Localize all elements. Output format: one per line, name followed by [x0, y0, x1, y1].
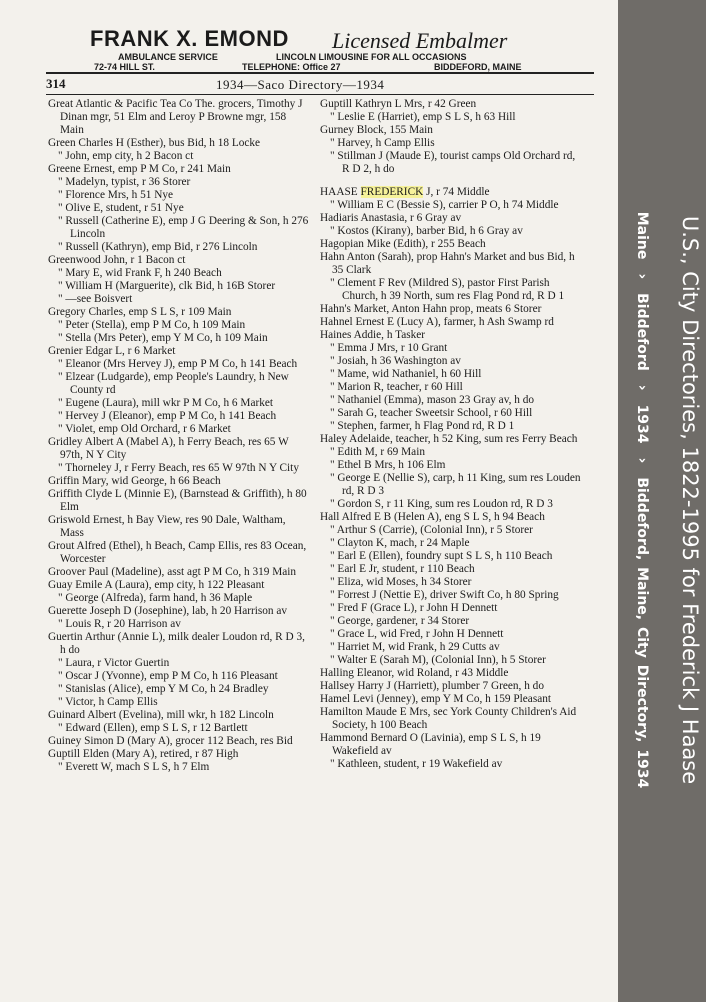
directory-entry: " Stephen, farmer, h Flag Pond rd, R D 1	[330, 420, 515, 432]
directory-entry: " Forrest J (Nettie E), driver Swift Co, h 80 Spring	[330, 589, 559, 601]
directory-entry: Greenwood John, r 1 Bacon ct	[48, 254, 186, 266]
directory-entry: Hamilton Maude E Mrs, sec York County Children's Aid Society, h 100 Beach	[320, 706, 577, 731]
directory-entry: " Stillman J (Maude E), tourist camps Old Orchard rd, R D 2, h do	[330, 150, 576, 175]
directory-entry: " Gordon S, r 11 King, sum res Loudon rd, R D 3	[330, 498, 553, 510]
directory-entry: " Louis R, r 20 Harrison av	[58, 618, 181, 630]
directory-entry: Guinard Albert (Evelina), mill wkr, h 182 Lincoln	[48, 709, 274, 721]
directory-entry: " Oscar J (Yvonne), emp P M Co, h 116 Pleasant	[58, 670, 278, 682]
directory-entry: " Earl E (Ellen), foundry supt S L S, h 110 Beach	[330, 550, 553, 562]
directory-entry: " Russell (Kathryn), emp Bid, r 276 Lincoln	[58, 241, 258, 253]
directory-entry: " —see Boisvert	[58, 293, 133, 305]
ad-limousine: LINCOLN LIMOUSINE FOR ALL OCCASIONS	[276, 52, 467, 62]
page-number: 314	[46, 76, 66, 91]
directory-entry: " William H (Marguerite), clk Bid, h 16B Storer	[58, 280, 276, 292]
directory-entry: Hammond Bernard O (Lavinia), emp S L S, h 19 Wakefield av	[320, 732, 541, 757]
directory-entry: " Eliza, wid Moses, h 34 Storer	[330, 576, 472, 588]
directory-entry: " Olive E, student, r 51 Nye	[58, 202, 184, 214]
directory-entry: " Grace L, wid Fred, r John H Dennett	[330, 628, 504, 640]
ad-city: BIDDEFORD, MAINE	[434, 62, 522, 72]
directory-entry: Hahn's Market, Anton Hahn prop, meats 6 Storer	[320, 303, 542, 315]
directory-entry: " Hervey J (Eleanor), emp P M Co, h 141 Beach	[58, 410, 277, 422]
directory-entry: Haines Addie, h Tasker	[320, 329, 426, 341]
breadcrumb	[634, 212, 650, 789]
directory-entry: Hamel Levi (Jenney), emp Y M Co, h 159 Pleasant	[320, 693, 552, 705]
directory-entry: Griffith Clyde L (Minnie E), (Barnstead & Griffith), h 80 Elm	[48, 488, 307, 513]
directory-entry: " Mame, wid Nathaniel, h 60 Hill	[330, 368, 482, 380]
directory-entry: " Harvey, h Camp Ellis	[330, 137, 435, 149]
directory-entry: Guptill Kathryn L Mrs, r 42 Green	[320, 98, 477, 110]
haase-details: J, r 74 Middle	[426, 186, 490, 198]
chevron-right-icon: ›	[634, 384, 650, 391]
directory-entry: Guiney Simon D (Mary A), grocer 112 Beach, res Bid	[48, 735, 293, 747]
directory-entry: Greene Ernest, emp P M Co, r 241 Main	[48, 163, 231, 175]
directory-entry: Groover Paul (Madeline), asst agt P M Co, h 319 Main	[48, 566, 297, 578]
directory-entry: Haley Adelaide, teacher, h 52 King, sum res Ferry Beach	[320, 433, 578, 445]
directory-entry: " Russell (Catherine E), emp J G Deering & Son, h 276 Lincoln	[58, 215, 309, 240]
highlighted-name: FREDERICK	[360, 186, 424, 198]
ad-address: 72-74 HILL ST.	[94, 62, 155, 72]
ad-business-name: FRANK X. EMOND	[90, 26, 289, 51]
directory-entry: " Kostos (Kirany), barber Bid, h 6 Gray av	[330, 225, 523, 237]
directory-entry: " Sarah G, teacher Sweetsir School, r 60 Hill	[330, 407, 533, 419]
directory-entry: " Eleanor (Mrs Hervey J), emp P M Co, h 141 Beach	[58, 358, 298, 370]
ad-service: AMBULANCE SERVICE	[118, 52, 218, 62]
directory-entry: " Emma J Mrs, r 10 Grant	[330, 342, 448, 354]
chevron-right-icon: ›	[634, 273, 650, 280]
directory-entry: " Victor, h Camp Ellis	[58, 696, 158, 708]
directory-entry: " Florence Mrs, h 51 Nye	[58, 189, 174, 201]
directory-entry: " John, emp city, h 2 Bacon ct	[58, 150, 194, 162]
left-column	[48, 98, 310, 774]
breadcrumb-item[interactable]: 1934	[634, 404, 650, 444]
directory-entry: " Walter E (Sarah M), (Colonial Inn), h 5 Storer	[330, 654, 546, 666]
running-head: 1934—Saco Directory—1934	[216, 77, 385, 92]
directory-entry: " Laura, r Victor Guertin	[58, 657, 170, 669]
directory-entry: " George, gardener, r 34 Storer	[330, 615, 470, 627]
directory-entry: Grenier Edgar L, r 6 Market	[48, 345, 176, 357]
directory-entry: " Kathleen, student, r 19 Wakefield av	[330, 758, 503, 770]
right-column	[320, 98, 582, 771]
directory-entry: " Edith M, r 69 Main	[330, 446, 425, 458]
directory-entry: " Nathaniel (Emma), mason 23 Gray av, h do	[330, 394, 535, 406]
directory-entry: Guertin Arthur (Annie L), milk dealer Loudon rd, R D 3, h do	[48, 631, 305, 656]
ad-tagline: Licensed Embalmer	[332, 28, 508, 53]
directory-entry: " Leslie E (Harriet), emp S L S, h 63 Hill	[330, 111, 516, 123]
haase-surname: HAASE	[320, 186, 358, 198]
directory-entry: " Eugene (Laura), mill wkr P M Co, h 6 Market	[58, 397, 274, 409]
directory-entry: " Mary E, wid Frank F, h 240 Beach	[58, 267, 222, 279]
directory-entry: " Peter (Stella), emp P M Co, h 109 Main	[58, 319, 246, 331]
breadcrumb-item[interactable]: Maine	[634, 211, 650, 260]
right-column-top	[320, 98, 582, 176]
directory-entry: " Ethel B Mrs, h 106 Elm	[330, 459, 446, 471]
directory-entry: " George E (Nellie S), carp, h 11 King, sum res Louden rd, R D 3	[330, 472, 581, 497]
directory-entry: Green Charles H (Esther), bus Bid, h 18 Locke	[48, 137, 261, 149]
directory-entry: Hahnel Ernest E (Lucy A), farmer, h Ash Swamp rd	[320, 316, 554, 328]
directory-entry: " Clement F Rev (Mildred S), pastor First Parish Church, h 39 North, sum res Flag Pond rd, R D 1	[330, 277, 565, 302]
directory-entry: " Violet, emp Old Orchard, r 6 Market	[58, 423, 231, 435]
breadcrumb-item[interactable]: Biddeford	[634, 293, 650, 371]
directory-entry: " Thorneley J, r Ferry Beach, res 65 W 97th N Y City	[58, 462, 299, 474]
directory-entry: Great Atlantic & Pacific Tea Co The. grocers, Timothy J Dinan mgr, 51 Elm and Leroy P Browne mgr, 158 Main	[48, 98, 303, 136]
directory-entry: " Harriet M, wid Frank, h 29 Cutts av	[330, 641, 500, 653]
haase-frederick-entry[interactable]	[320, 186, 582, 199]
directory-entry: Gregory Charles, emp S L S, r 109 Main	[48, 306, 232, 318]
directory-entry: Hahn Anton (Sarah), prop Hahn's Market and bus Bid, h 35 Clark	[320, 251, 575, 276]
right-column-bottom	[320, 199, 582, 771]
chevron-right-icon: ›	[634, 457, 650, 464]
directory-entry: " Marion R, teacher, r 60 Hill	[330, 381, 463, 393]
header-rule-bottom	[46, 94, 594, 95]
directory-entry: Grout Alfred (Ethel), h Beach, Camp Ellis, res 83 Ocean, Worcester	[48, 540, 307, 565]
directory-entry: Gridley Albert A (Mabel A), h Ferry Beach, res 65 W 97th, N Y City	[48, 436, 289, 461]
directory-entry: Hallsey Harry J (Harriett), plumber 7 Green, h do	[320, 680, 544, 692]
directory-entry: " Everett W, mach S L S, h 7 Elm	[58, 761, 210, 773]
directory-entry: " Stella (Mrs Peter), emp Y M Co, h 109 Main	[58, 332, 268, 344]
directory-entry: " Stanislas (Alice), emp Y M Co, h 24 Bradley	[58, 683, 269, 695]
directory-entry: " Edward (Ellen), emp S L S, r 12 Bartlett	[58, 722, 248, 734]
directory-entry: Guerette Joseph D (Josephine), lab, h 20 Harrison av	[48, 605, 288, 617]
directory-entry: " William E C (Bessie S), carrier P O, h 74 Middle	[330, 199, 559, 211]
directory-entry: Hall Alfred E B (Helen A), eng S L S, h 94 Beach	[320, 511, 545, 523]
record-title[interactable]: U.S., City Directories, 1822-1995 for Frederick J Haase	[678, 215, 702, 785]
directory-entry: Hagopian Mike (Edith), r 255 Beach	[320, 238, 486, 250]
directory-entry: Griswold Ernest, h Bay View, res 90 Dale, Waltham, Mass	[48, 514, 286, 539]
directory-entry: " Clayton K, mach, r 24 Maple	[330, 537, 470, 549]
ad-telephone: TELEPHONE: Office 27	[242, 62, 341, 72]
directory-entry: " George (Alfreda), farm hand, h 36 Maple	[58, 592, 253, 604]
directory-entry: " Fred F (Grace L), r John H Dennett	[330, 602, 498, 614]
header-rule-top	[46, 72, 594, 74]
directory-entry: Guptill Elden (Mary A), retired, r 87 High	[48, 748, 239, 760]
directory-entry: " Josiah, h 36 Washington av	[330, 355, 461, 367]
directory-entry: " Arthur S (Carrie), (Colonial Inn), r 5 Storer	[330, 524, 533, 536]
directory-entry: Halling Eleanor, wid Roland, r 43 Middle	[320, 667, 509, 679]
directory-entry: Hadiaris Anastasia, r 6 Gray av	[320, 212, 462, 224]
breadcrumb-item[interactable]: Biddeford, Maine, City Directory, 1934	[634, 477, 650, 789]
directory-entry: " Earl E Jr, student, r 110 Beach	[330, 563, 475, 575]
directory-entry: " Elzear (Ludgarde), emp People's Laundry, h New County rd	[58, 371, 289, 396]
directory-entry: Guay Emile A (Laura), emp city, h 122 Pleasant	[48, 579, 265, 591]
directory-entry: " Madelyn, typist, r 36 Storer	[58, 176, 191, 188]
directory-entry: Griffin Mary, wid George, h 66 Beach	[48, 475, 221, 487]
directory-entry: Gurney Block, 155 Main	[320, 124, 433, 136]
